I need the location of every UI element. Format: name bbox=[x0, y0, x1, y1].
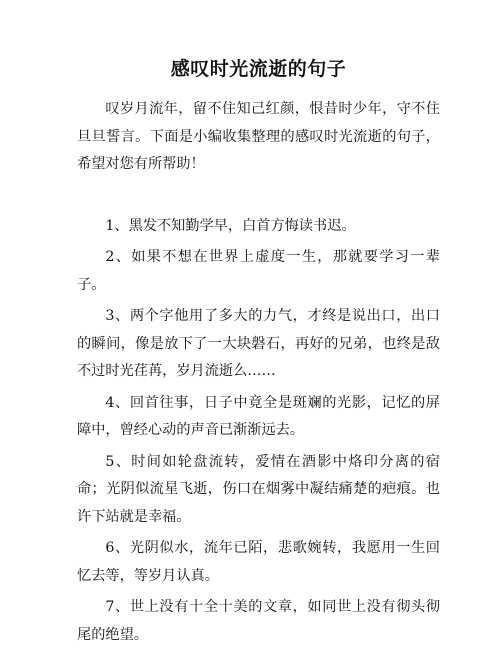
list-item: 6、光阴似水，流年已陌，悲歌婉转，我愿用一生回忆去等，等岁月认真。 bbox=[77, 535, 440, 590]
list-item: 3、两个字他用了多大的力气，才终是说出口，出口的瞬间，像是放下了一大块磐石，再好的兄弟，也终是敌不过时光荏苒，岁月流逝么…… bbox=[77, 303, 440, 386]
sentence-list bbox=[77, 213, 440, 649]
intro-paragraph: 叹岁月流年，留不住知己红颜，恨昔时少年，守不住旦旦誓言。下面是小编收集整理的感叹时光流逝的句子，希望对您有所帮助！ bbox=[77, 96, 440, 179]
list-item: 4、回首往事，日子中竟全是斑斓的光影，记忆的屏障中，曾经心动的声音已渐渐远去。 bbox=[77, 390, 440, 445]
list-item: 7、世上没有十全十美的文章，如同世上没有彻头彻尾的绝望。 bbox=[77, 594, 440, 649]
list-item: 2、如果不想在世界上虚度一生，那就要学习一辈子。 bbox=[77, 244, 440, 299]
paragraph-gap bbox=[77, 179, 440, 213]
list-item: 5、时间如轮盘流转，爱情在酒影中烙印分离的宿命；光阴似流星飞逝，伤口在烟雾中凝结痛楚的疤痕。也许下站就是幸福。 bbox=[77, 449, 440, 532]
document-title: 感叹时光流逝的句子 bbox=[77, 56, 440, 82]
list-item: 1、黑发不知勤学早，白首方悔读书迟。 bbox=[77, 213, 440, 241]
